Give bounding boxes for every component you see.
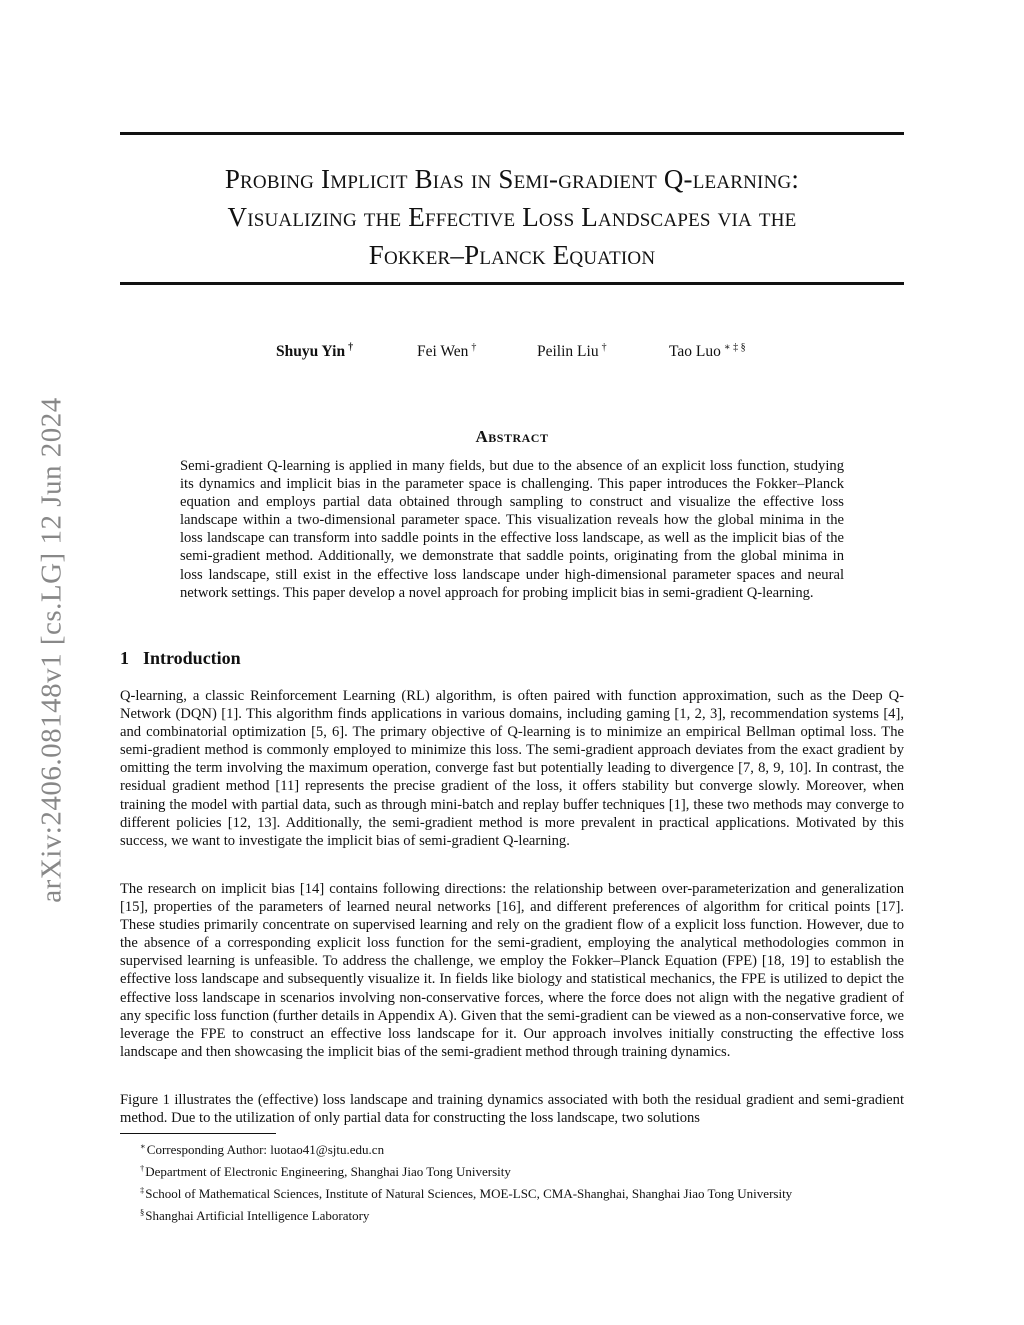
arxiv-identifier-stamp: arXiv:2406.08148v1 [cs.LG] 12 Jun 2024 — [35, 397, 68, 903]
abstract-text: Semi-gradient Q-learning is applied in many fields, but due to the absence of an explicit loss function, studying its dynamics and implicit bias in the parameter space is challenging. This paper introduces the Fokker–Planck equation and employs partial data obtained through sampling to construct and visualize the effective loss landscape within a two-dimensional parameter space. This visualization reveals how the global minima in the loss landscape can transform into saddle points in the effective loss landscape, as well as the implicit bias of the semi-gradient method. Additionally, we demonstrate that saddle points, originating from the global minima in loss landscape, still exist in the effective loss landscape under high-dimensional parameter spaces and neural network settings. This paper develop a novel approach for probing implicit bias in semi-gradient Q-learning. — [180, 458, 844, 601]
author-affiliation-marks: † — [601, 342, 607, 353]
footnote-text: School of Mathematical Sciences, Institute of Natural Sciences, MOE-LSC, CMA-Shanghai, Shanghai Jiao Tong University — [145, 1186, 793, 1201]
footnote-mark: † — [140, 1163, 145, 1173]
title-line-3: Fokker–Planck Equation — [368, 240, 656, 270]
intro-paragraph-3: Figure 1 illustrates the (effective) loss landscape and training dynamics associated with both the residual gradient and semi-gradient method. Due to the utilization of only partial data for constructing the loss landscape, two solutions — [120, 1092, 904, 1127]
abstract-heading: Abstract — [475, 427, 549, 446]
section-number: 1 — [120, 648, 129, 668]
footnote-affiliation-ee — [140, 1159, 920, 1181]
author-shuyu-yin — [276, 342, 353, 361]
author-affiliation-marks: † — [348, 342, 354, 353]
footnote-text: Corresponding Author: luotao41@sjtu.edu.cn — [146, 1142, 385, 1157]
section-title: Introduction — [143, 648, 241, 668]
author-name: Peilin Liu — [537, 343, 599, 360]
footnote-text: Shanghai Artificial Intelligence Laboratory — [145, 1208, 370, 1223]
paper-title — [120, 160, 904, 274]
footnote-mark: ‡ — [140, 1185, 145, 1195]
intro-paragraph-2: The research on implicit bias [14] contains following directions: the relationship between over-parameterization and generalization [15], properties of the parameters of learned neural networks [16], and different preferences of algorithm for critical points [17]. These studies primarily concentrate on supervised learning and rely on the gradient flow of a explicit loss function. However, due to the absence of a corresponding explicit loss function for the semi-gradient, employing the analytical methodologies common in supervised learning is unfeasible. To address the challenge, we employ the Fokker–Planck Equation (FPE) [18, 19] to establish the effective loss landscape and subsequently visualize it. In fields like biology and statistical mechanics, the FPE is utilized to depict the effective loss landscape in scenarios involving non-conservative forces, where the force does not align with the negative gradient of any specific loss function (further details in Appendix A). Given that the semi-gradient can be viewed as a non-conservative force, we leverage the FPE to construct an effective loss landscape for it. Our approach involves initially constructing the effective loss landscape and then showcasing the implicit bias of the semi-gradient method through training dynamics. — [120, 881, 904, 1060]
footnote-affiliation-math — [140, 1181, 920, 1203]
footnote-text: Department of Electronic Engineering, Shanghai Jiao Tong University — [145, 1164, 511, 1179]
footnotes — [140, 1137, 920, 1225]
footnote-mark: ∗ — [140, 1141, 146, 1151]
author-name: Tao Luo — [669, 343, 721, 360]
title-line-2: Visualizing the Effective Loss Landscapes via the — [227, 202, 797, 232]
author-fei-wen — [417, 342, 476, 361]
section-introduction-heading — [120, 648, 241, 669]
title-line-1: Probing Implicit Bias in Semi-gradient Q-learning: — [224, 164, 800, 194]
author-name: Shuyu Yin — [276, 343, 346, 360]
footnote-affiliation-ai-lab — [140, 1203, 920, 1225]
title-bottom-rule — [120, 282, 904, 285]
author-name: Fei Wen — [417, 343, 469, 360]
title-top-rule — [120, 132, 904, 135]
author-affiliation-marks: † — [471, 342, 477, 353]
author-peilin-liu — [537, 342, 607, 361]
footnote-mark: § — [140, 1207, 145, 1217]
author-affiliation-marks: ∗ ‡ § — [723, 342, 746, 353]
intro-paragraph-1: Q-learning, a classic Reinforcement Learning (RL) algorithm, is often paired with function approximation, such as the Deep Q-Network (DQN) [1]. This algorithm finds applications in various domains, including gaming [1, 2, 3], recommendation systems [4], and combinatorial optimization [5, 6]. The primary objective of Q-learning is to minimize an empirical Bellman optimal loss. The semi-gradient method is commonly employed to minimize this loss. The semi-gradient approach deviates from the exact gradient by omitting the term involving the maximum operation, converge fast but potentially leading to divergence [7, 8, 9, 10]. In contrast, the residual gradient method [11] represents the precise gradient of the loss, it offers stability but converge slowly. Moreover, when training the model with partial data, such as through mini-batch and replay buffer techniques [1], these two methods may converge to different policies [12, 13]. Additionally, the semi-gradient method is more prevalent in practical applications. Motivated by this success, we want to investigate the implicit bias of semi-gradient Q-learning. — [120, 688, 904, 849]
footnote-corresponding-author — [140, 1137, 920, 1159]
author-list — [0, 342, 1024, 364]
footnote-divider — [120, 1133, 276, 1134]
author-tao-luo — [669, 342, 746, 361]
